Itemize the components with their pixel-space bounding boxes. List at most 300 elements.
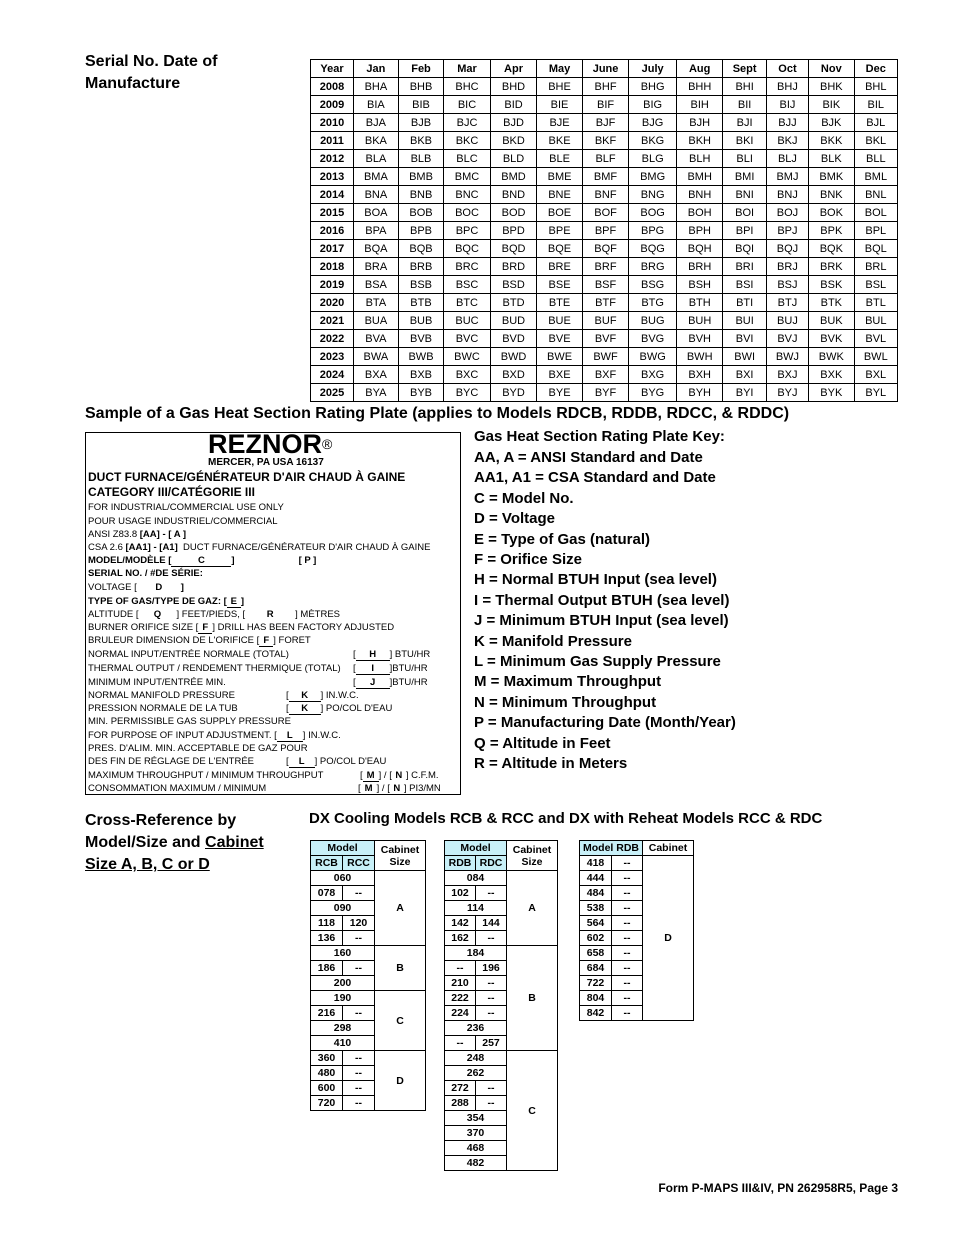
xref-model-cell: -- [476, 976, 507, 991]
serial-code-cell: BRH [676, 258, 723, 276]
key-item: J = Minimum BTUH Input (sea level) [474, 612, 729, 630]
k2-open: [ [286, 703, 289, 714]
serial-code-cell: BRA [354, 258, 399, 276]
xref-heading-line2 [85, 832, 264, 854]
serial-code-cell: BOB [398, 204, 443, 222]
rating-plate [85, 429, 461, 795]
plate-title1: DUCT FURNACE/GÉNÉRATEUR D'AIR CHAUD À GAINE [88, 470, 406, 484]
serial-code-cell: BMD [490, 168, 537, 186]
serial-code-cell: BSB [398, 276, 443, 294]
xref-model-cell: 842 [580, 1006, 612, 1021]
serial-code-cell: BYC [444, 384, 491, 402]
serial-code-cell: BNB [398, 186, 443, 204]
xref-heading-line2b: Cabinet [205, 834, 264, 851]
serial-code-cell: BKJ [766, 132, 808, 150]
serial-code-cell: BPC [444, 222, 491, 240]
serial-code-cell: BTG [629, 294, 677, 312]
serial-code-cell: BYH [676, 384, 723, 402]
serial-code-cell: BKL [854, 132, 897, 150]
xref-row [445, 1051, 558, 1066]
serial-row [311, 240, 898, 258]
voltage-close: ] [180, 582, 184, 593]
serial-col-header: July [629, 60, 677, 78]
serial-code-cell: BQJ [766, 240, 808, 258]
plate-h-code [353, 649, 430, 661]
serial-code-cell: BPD [490, 222, 537, 240]
serial-code-cell: BNL [854, 186, 897, 204]
size-label: Size [521, 855, 543, 868]
serial-code-cell: BJK [809, 114, 854, 132]
xref-model-cell: -- [476, 1096, 507, 1111]
plate-gas [88, 596, 244, 608]
plate-serial: SERIAL NO. / #DE SÉRIE: [88, 568, 203, 579]
serial-code-cell: BVL [854, 330, 897, 348]
serial-code-cell: BLD [490, 150, 537, 168]
serial-code-cell: BUI [723, 312, 766, 330]
serial-code-cell: BWK [809, 348, 854, 366]
xref-model-cell: -- [612, 871, 643, 886]
serial-code-cell: BHF [582, 78, 629, 96]
serial-code-cell: BIG [629, 96, 677, 114]
serial-heading-line1: Serial No. Date of [85, 53, 218, 70]
xref-model-cell: -- [612, 976, 643, 991]
page-footer: Form P-MAPS III&IV, PN 262958R5, Page 3 [658, 1181, 898, 1195]
xref-model-cell: 118 [311, 916, 343, 931]
serial-year-cell: 2019 [311, 276, 354, 294]
plate-manifold1: NORMAL MANIFOLD PRESSURE [88, 690, 235, 701]
xref-col1-header: RCB [311, 856, 343, 871]
serial-code-cell: BMJ [766, 168, 808, 186]
xref-row [445, 871, 558, 886]
serial-code-cell: BUK [809, 312, 854, 330]
serial-code-cell: BXA [354, 366, 399, 384]
xref-model-cell: 257 [476, 1036, 507, 1051]
xref-cabinet-cell: D [375, 1051, 426, 1111]
serial-code-cell: BUC [444, 312, 491, 330]
serial-code-cell: BVJ [766, 330, 808, 348]
key-item: I = Thermal Output BTUH (sea level) [474, 591, 730, 609]
serial-code-cell: BLA [354, 150, 399, 168]
serial-code-cell: BPH [676, 222, 723, 240]
serial-year-cell: 2011 [311, 132, 354, 150]
serial-code-cell: BPI [723, 222, 766, 240]
xref-model-cell: 144 [476, 916, 507, 931]
plate-altitude [88, 609, 340, 620]
serial-code-cell: BSH [676, 276, 723, 294]
serial-code-cell: BLI [723, 150, 766, 168]
key-item: AA1, A1 = CSA Standard and Date [474, 469, 716, 487]
serial-code-cell: BSF [582, 276, 629, 294]
xref-model-cell: 410 [311, 1036, 375, 1051]
serial-code-cell: BJA [354, 114, 399, 132]
xref-model-cell: 804 [580, 991, 612, 1006]
xref-cabinet-cell: A [375, 871, 426, 946]
plate-use1: FOR INDUSTRIAL/COMMERCIAL USE ONLY [88, 502, 284, 513]
serial-code-cell: BJD [490, 114, 537, 132]
mn1-sep: ] / [ [378, 770, 392, 781]
serial-code-cell: BMB [398, 168, 443, 186]
serial-code-cell: BHJ [766, 78, 808, 96]
m2-code: M [364, 783, 373, 794]
key-item: N = Minimum Throughput [474, 693, 657, 711]
cabinet-label: Cabinet [380, 843, 420, 856]
serial-code-cell: BKA [354, 132, 399, 150]
plate-normal-input: NORMAL INPUT/ENTRÉE NORMALE (TOTAL) [88, 649, 289, 660]
minsupply2-text: FOR PURPOSE OF INPUT ADJUSTMENT. [ [88, 730, 277, 741]
serial-code-cell: BLC [444, 150, 491, 168]
plate-minsupply3: PRES. D'ALIM. MIN. ACCEPTABLE DE GAZ POUR [88, 743, 308, 754]
serial-code-cell: BPE [537, 222, 582, 240]
serial-code-cell: BHI [723, 78, 766, 96]
plate-minsupply1: MIN. PERMISSIBLE GAS SUPPLY PRESSURE [88, 716, 291, 727]
mn2-open: [ [358, 783, 361, 794]
plate-csa [88, 542, 430, 553]
serial-code-cell: BTL [854, 294, 897, 312]
serial-code-cell: BKD [490, 132, 537, 150]
xref-model-cell: 084 [445, 871, 507, 886]
serial-code-cell: BSE [537, 276, 582, 294]
xref-model-cell: 720 [311, 1096, 343, 1111]
serial-code-cell: BSG [629, 276, 677, 294]
serial-code-cell: BUE [537, 312, 582, 330]
orifice2-a: BRULEUR DIMENSION DE L'ORIFICE [ [88, 635, 260, 646]
cabinet-label: Cabinet [512, 843, 552, 856]
i-open: [ [353, 663, 356, 674]
key-item: R = Altitude in Meters [474, 755, 628, 772]
xref-model-cell: 418 [580, 856, 612, 871]
serial-year-cell: 2025 [311, 384, 354, 402]
xref-model-cell: -- [612, 886, 643, 901]
xref-model-cell: 114 [445, 901, 507, 916]
xref-model-cell: -- [476, 991, 507, 1006]
alt-r: R [266, 609, 274, 620]
h-open: [ [353, 649, 356, 660]
serial-code-cell: BLG [629, 150, 677, 168]
serial-col-header: Jan [354, 60, 399, 78]
key-item: F = Orifice Size [474, 551, 582, 568]
serial-code-cell: BME [537, 168, 582, 186]
orifice1-code: F [198, 622, 212, 634]
l2-unit: ] PO/COL D'EAU [314, 756, 387, 767]
xref-model-cell: 102 [445, 886, 476, 901]
serial-code-cell: BUB [398, 312, 443, 330]
xref-model-cell: 216 [311, 1006, 343, 1021]
brand-logo-text: REZNOR [208, 429, 322, 459]
serial-code-cell: BNI [723, 186, 766, 204]
serial-code-cell: BVD [490, 330, 537, 348]
serial-code-cell: BOC [444, 204, 491, 222]
serial-code-cell: BJE [537, 114, 582, 132]
plate-mn-code1 [360, 770, 439, 782]
serial-code-cell: BRJ [766, 258, 808, 276]
key-item: P = Manufacturing Date (Month/Year) [474, 714, 736, 732]
serial-col-header: Oct [766, 60, 808, 78]
plate-voltage [88, 582, 184, 593]
csa-suffix: DUCT FURNACE/GÉNÉRATEUR D'AIR CHAUD À GAINE [183, 542, 431, 553]
serial-code-cell: BJJ [766, 114, 808, 132]
serial-code-cell: BYA [354, 384, 399, 402]
serial-year-cell: 2013 [311, 168, 354, 186]
dx-heading: DX Cooling Models RCB & RCC and DX with Reheat Models RCC & RDC [309, 810, 823, 827]
serial-code-cell: BQF [582, 240, 629, 258]
serial-code-cell: BJL [854, 114, 897, 132]
l1-code: L [277, 730, 303, 742]
mn1-open: [ [360, 770, 363, 781]
xref-model-cell: 722 [580, 976, 612, 991]
serial-code-cell: BSL [854, 276, 897, 294]
voltage-label: VOLTAGE [ [88, 582, 137, 593]
serial-code-cell: BMF [582, 168, 629, 186]
gas-label: TYPE OF GAS/TYPE DE GAZ: [ [88, 596, 227, 607]
serial-code-cell: BOE [537, 204, 582, 222]
serial-code-cell: BIJ [766, 96, 808, 114]
serial-code-cell: BKI [723, 132, 766, 150]
plate-manifold2: PRESSION NORMALE DE LA TUB [88, 703, 238, 714]
plate-orifice1 [88, 622, 394, 634]
serial-code-cell: BVF [582, 330, 629, 348]
serial-code-cell: BXE [537, 366, 582, 384]
serial-col-header: June [582, 60, 629, 78]
serial-row [311, 384, 898, 402]
xref-heading-line2a: Model/Size and [85, 834, 206, 851]
xref-col2-header: RCC [343, 856, 375, 871]
n1-code: N [395, 770, 403, 781]
serial-code-cell: BIL [854, 96, 897, 114]
serial-code-cell: BXJ [766, 366, 808, 384]
serial-date-table [310, 59, 898, 402]
key-item: L = Minimum Gas Supply Pressure [474, 653, 721, 670]
n2-code: N [393, 783, 401, 794]
xref-model-cell: 248 [445, 1051, 507, 1066]
serial-col-header: Year [311, 60, 354, 78]
serial-code-cell: BVA [354, 330, 399, 348]
serial-row [311, 330, 898, 348]
key-item: M = Maximum Throughput [474, 673, 662, 691]
serial-code-cell: BIK [809, 96, 854, 114]
serial-code-cell: BSD [490, 276, 537, 294]
serial-col-header: Apr [490, 60, 537, 78]
xref-model-cell: 538 [580, 901, 612, 916]
plate-ansi [88, 529, 186, 540]
serial-code-cell: BHK [809, 78, 854, 96]
xref-cabinet-cell: C [507, 1051, 558, 1171]
xref-model-cell: -- [343, 1006, 375, 1021]
serial-table-header [311, 60, 898, 78]
serial-code-cell: BMK [809, 168, 854, 186]
serial-code-cell: BIH [676, 96, 723, 114]
orifice1-b: ] DRILL HAS BEEN FACTORY ADJUSTED [212, 622, 395, 633]
key-item: D = Voltage [474, 510, 555, 528]
serial-code-cell: BNC [444, 186, 491, 204]
serial-code-cell: BSJ [766, 276, 808, 294]
xref-model-cell: 480 [311, 1066, 343, 1081]
serial-code-cell: BVG [629, 330, 677, 348]
serial-code-cell: BLK [809, 150, 854, 168]
xref-row [311, 991, 426, 1006]
xref-model-cell: -- [343, 1066, 375, 1081]
xref-model-cell: -- [612, 856, 643, 871]
serial-code-cell: BUG [629, 312, 677, 330]
serial-code-cell: BOK [809, 204, 854, 222]
xref-table-rdb [579, 840, 694, 1021]
xref-model-cell: 262 [445, 1066, 507, 1081]
i-btu: ]BTU/HR [389, 663, 428, 674]
serial-code-cell: BOD [490, 204, 537, 222]
xref-model-header: Model RDB [580, 841, 643, 856]
serial-code-cell: BTA [354, 294, 399, 312]
k1-code: K [289, 690, 321, 702]
serial-code-cell: BOJ [766, 204, 808, 222]
serial-code-cell: BYF [582, 384, 629, 402]
xref-model-cell: -- [343, 961, 375, 976]
xref-model-cell: 184 [445, 946, 507, 961]
serial-code-cell: BHL [854, 78, 897, 96]
xref-row [580, 856, 694, 871]
xref-model-cell: -- [476, 931, 507, 946]
plate-orifice2 [88, 635, 311, 647]
serial-row [311, 366, 898, 384]
serial-code-cell: BSA [354, 276, 399, 294]
serial-code-cell: BOA [354, 204, 399, 222]
serial-code-cell: BWC [444, 348, 491, 366]
serial-year-cell: 2024 [311, 366, 354, 384]
serial-code-cell: BJB [398, 114, 443, 132]
plate-city: MERCER, PA USA 16137 [208, 457, 324, 468]
serial-code-cell: BQB [398, 240, 443, 258]
xref-model-cell: 160 [311, 946, 375, 961]
xref-cabinet-cell: D [643, 856, 694, 1021]
xref-model-cell: 298 [311, 1021, 375, 1036]
serial-code-cell: BKC [444, 132, 491, 150]
j-open: [ [353, 677, 356, 688]
serial-code-cell: BPA [354, 222, 399, 240]
serial-code-cell: BXK [809, 366, 854, 384]
serial-code-cell: BWL [854, 348, 897, 366]
mn2-sep: ] / [ [376, 783, 390, 794]
serial-code-cell: BPG [629, 222, 677, 240]
serial-code-cell: BXL [854, 366, 897, 384]
l2-code: L [289, 756, 315, 768]
serial-code-cell: BTK [809, 294, 854, 312]
serial-code-cell: BVH [676, 330, 723, 348]
j-btu: ]BTU/HR [389, 677, 428, 688]
serial-code-cell: BHE [537, 78, 582, 96]
model-code: C [171, 555, 231, 567]
serial-code-cell: BQA [354, 240, 399, 258]
xref-model-cell: -- [476, 886, 507, 901]
serial-code-cell: BYD [490, 384, 537, 402]
serial-code-cell: BJG [629, 114, 677, 132]
serial-code-cell: BRG [629, 258, 677, 276]
serial-col-header: Aug [676, 60, 723, 78]
serial-code-cell: BMG [629, 168, 677, 186]
serial-code-cell: BPK [809, 222, 854, 240]
plate-brand [208, 429, 332, 459]
serial-code-cell: BWH [676, 348, 723, 366]
xref-model-cell: 210 [445, 976, 476, 991]
i-code: I [356, 663, 390, 675]
serial-code-cell: BRE [537, 258, 582, 276]
serial-code-cell: BKF [582, 132, 629, 150]
serial-code-cell: BWI [723, 348, 766, 366]
alt-label: ALTITUDE [ [88, 609, 139, 620]
plate-minsupply4: DES FIN DE RÉGLAGE DE L'ENTRÉE [88, 756, 254, 767]
mn1-unit: ] C.F.M. [405, 770, 439, 781]
xref-model-cell: -- [343, 1096, 375, 1111]
orifice1-a: BURNER ORIFICE SIZE [ [88, 622, 199, 633]
serial-year-cell: 2016 [311, 222, 354, 240]
serial-code-cell: BXI [723, 366, 766, 384]
serial-code-cell: BII [723, 96, 766, 114]
alt-q: Q [153, 609, 162, 620]
voltage-code: D [155, 582, 163, 593]
serial-code-cell: BQL [854, 240, 897, 258]
xref-cabinet-header [375, 841, 426, 871]
serial-row [311, 222, 898, 240]
gas-close: ] [240, 596, 244, 607]
serial-code-cell: BRF [582, 258, 629, 276]
csa-prefix: CSA 2.6 [88, 542, 123, 553]
serial-col-header: Mar [444, 60, 491, 78]
serial-code-cell: BJI [723, 114, 766, 132]
xref-model-cell: -- [343, 1051, 375, 1066]
ansi-code: [AA] - [ A ] [139, 529, 187, 540]
serial-year-cell: 2015 [311, 204, 354, 222]
h-code: H [356, 649, 390, 661]
serial-code-cell: BLE [537, 150, 582, 168]
xref-model-cell: 224 [445, 1006, 476, 1021]
plate-thermal-output: THERMAL OUTPUT / RENDEMENT THERMIQUE (TOTAL) [88, 663, 341, 674]
serial-code-cell: BYE [537, 384, 582, 402]
serial-code-cell: BKH [676, 132, 723, 150]
serial-year-cell: 2020 [311, 294, 354, 312]
serial-code-cell: BTI [723, 294, 766, 312]
xref-table-rdb-rdc [444, 840, 558, 1171]
serial-code-cell: BQI [723, 240, 766, 258]
xref-model-cell: -- [476, 1081, 507, 1096]
serial-code-cell: BMI [723, 168, 766, 186]
serial-col-header: Dec [854, 60, 897, 78]
plate-k-code2 [286, 703, 392, 715]
serial-row [311, 78, 898, 96]
serial-row [311, 186, 898, 204]
xref-heading-line1: Cross-Reference by [85, 812, 237, 829]
serial-year-cell: 2022 [311, 330, 354, 348]
serial-code-cell: BTC [444, 294, 491, 312]
xref-model-cell: -- [343, 886, 375, 901]
xref-row [445, 946, 558, 961]
xref-model-cell: -- [612, 961, 643, 976]
serial-year-cell: 2023 [311, 348, 354, 366]
size-label: Size [389, 855, 411, 868]
xref-model-cell: -- [445, 961, 476, 976]
serial-code-cell: BWF [582, 348, 629, 366]
k1-unit: ] IN.W.C. [320, 690, 359, 701]
key-item: C = Model No. [474, 489, 574, 507]
k1-open: [ [286, 690, 289, 701]
xref-model-cell: 162 [445, 931, 476, 946]
xref-heading [85, 810, 264, 876]
serial-code-cell: BWB [398, 348, 443, 366]
alt-mid: ] FEET/PIEDS, [ [176, 609, 246, 620]
serial-code-cell: BLF [582, 150, 629, 168]
xref-model-cell: 658 [580, 946, 612, 961]
xref-model-cell: 142 [445, 916, 476, 931]
xref-model-cell: 136 [311, 931, 343, 946]
orifice2-b: ] FORET [273, 635, 311, 646]
serial-code-cell: BQK [809, 240, 854, 258]
key-item: AA, A = ANSI Standard and Date [474, 449, 703, 466]
